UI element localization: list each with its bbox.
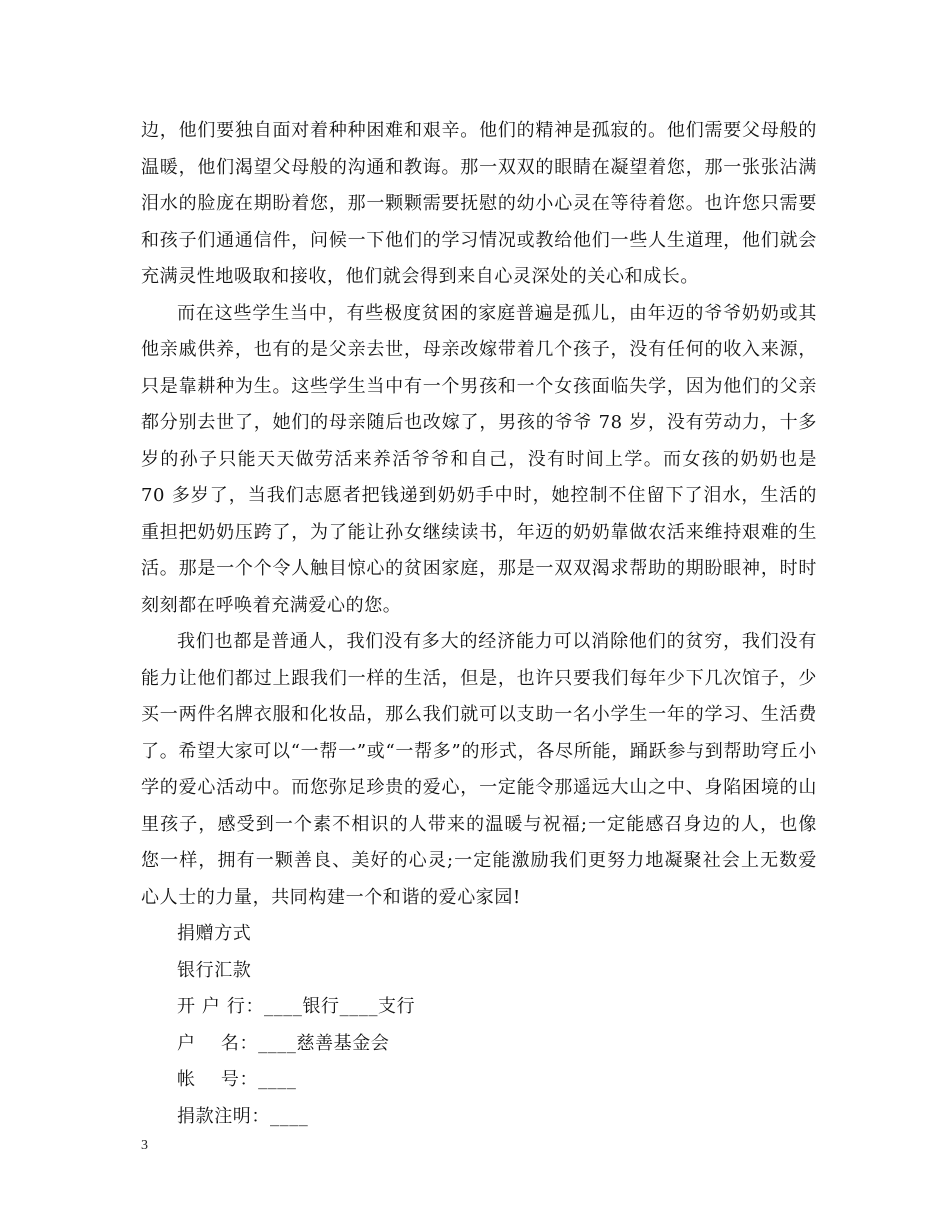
paragraph-poverty-families: 而在这些学生当中，有些极度贫困的家庭普遍是孤儿，由年迈的爷爷奶奶或其他亲戚供养，也有的是父亲去世，母亲改嫁带着几个孩子，没有任何的收入来源，只是靠耕种为生。这些学生当中有一个男孩和一个女孩面临失学，因为他们的父亲都分别去世了，她们的母亲随后也改嫁了，男孩的爷爷 78 岁，没有劳动力，十多岁的孙子只能天天做劳活来养活爷爷和自己，没有时间上学。而女孩的奶奶也是 70 多岁了，当我们志愿者把钱递到奶奶手中时，她控制不住留下了泪水，生活的重担把奶奶压跨了，为了能让孙女继续读书，年迈的奶奶靠做农活来维持艰难的生活。那是一个个令人触目惊心的贫困家庭，那是一双双渴求帮助的期盼眼神，时时刻刻都在呼唤着充满爱心的您。 <box>141 302 817 616</box>
donation-note-line: 捐款注明：____ <box>177 1105 309 1127</box>
account-name-line: 户 名：____慈善基金会 <box>177 1032 390 1054</box>
bank-line: 开 户 行：____银行____支行 <box>177 996 416 1017</box>
paragraph-continued: 边，他们要独自面对着种种困难和艰辛。他们的精神是孤寂的。他们需要父母般的温暖，他们渴望父母般的沟通和教诲。那一双双的眼睛在凝望着您，那一张张沾满泪水的脸庞在期盼着您，那一颗颗需要抚慰的幼小心灵在等待着您。也许您只需要和孩子们通通信件，问候一下他们的学习情况或教给他们一些人生道理，他们就会充满灵性地吸取和接收，他们就会得到来自心灵深处的关心和成长。 <box>141 120 817 287</box>
page-number: 3 <box>141 1138 148 1153</box>
paragraph-call-to-action: 我们也都是普通人，我们没有多大的经济能力可以消除他们的贫穷，我们没有能力让他们都过上跟我们一样的生活，但是，也许只要我们每年少下几次馆子，少买一两件名牌衣服和化妆品，那么我们就可以支助一名小学生一年的学习、生活费了。希望大家可以“一帮一”或“一帮多”的形式，各尽所能，踊跃参与到帮助穹丘小学的爱心活动中。而您弥足珍贵的爱心，一定能令那遥远大山之中、身陷困境的山里孩子，感受到一个素不相识的人带来的温暖与祝福;一定能感召身边的人，也像您一样，拥有一颗善良、美好的心灵;一定能激励我们更努力地凝聚社会上无数爱心人士的力量，共同构建一个和谐的爱心家园! <box>141 631 817 908</box>
account-number-line: 帐 号：____ <box>177 1069 297 1090</box>
donation-method: 银行汇款 <box>177 959 252 981</box>
document-body <box>141 113 817 1135</box>
donation-heading: 捐赠方式 <box>177 923 252 944</box>
